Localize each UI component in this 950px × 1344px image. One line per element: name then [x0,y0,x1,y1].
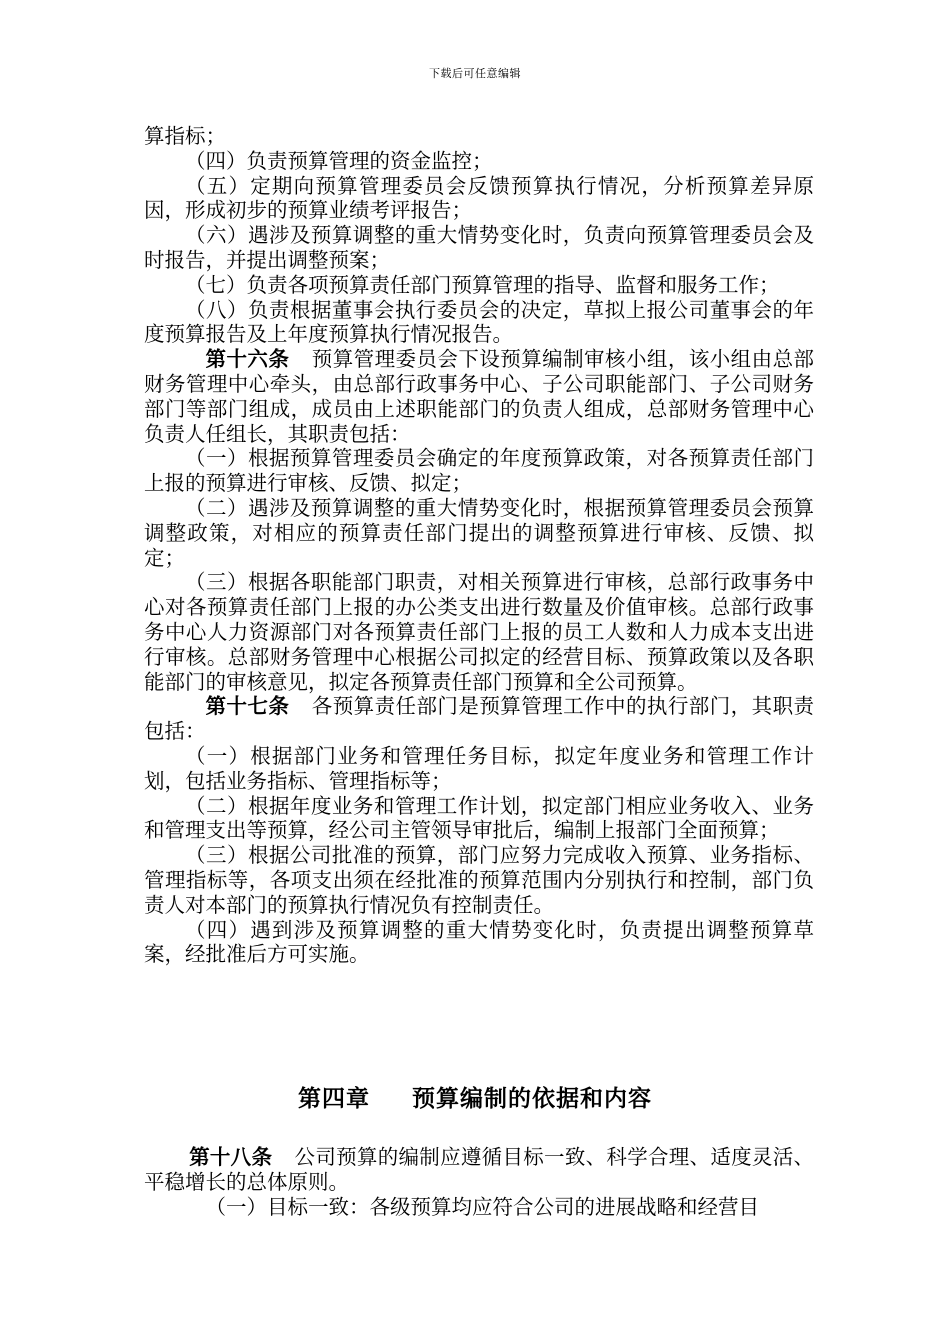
paragraph: （三）根据各职能部门职责，对相关预算进行审核，总部行政事务中心对各预算责任部门上报的办公类支出进行数量及价值审核。总部行政事务中心人力资源部门对各预算责任部门上报的员工人数和人力成本支出进行审核。总部财务管理中心根据公司拟定的经营目标、预算政策以及各职能部门的审核意见，拟定各预算责任部门预算和全公司预算。 [144,570,814,694]
document-body-2 [144,1145,814,1219]
paragraph: （四）负责预算管理的资金监控； [185,148,493,173]
paragraph: （一）根据预算管理委员会确定的年度预算政策，对各预算责任部门上报的预算进行审核、反馈、拟定； [144,446,814,496]
chapter-heading [0,1080,950,1113]
paragraph: （七）负责各项预算责任部门预算管理的指导、监督和服务工作； [185,272,780,297]
article-label: 第十八条 [189,1145,273,1169]
paragraph: （二）遇涉及预算调整的重大情势变化时，根据预算管理委员会预算调整政策，对相应的预算责任部门提出的调整预算进行审核、反馈、拟定； [144,495,814,570]
paragraph: （四）遇到涉及预算调整的重大情势变化时，负责提出调整预算草案，经批准后方可实施。 [144,917,814,967]
page-header: 下载后可任意编辑 [429,67,521,80]
paragraph: （一）目标一致：各级预算均应符合公司的进展战略和经营目 [205,1194,759,1219]
article-paragraph: 第十七条 各预算责任部门是预算管理工作中的执行部门，其职责包括： [144,694,815,744]
paragraph: 算指标； [144,124,226,148]
paragraph: （八）负责根据董事会执行委员会的决定，草拟上报公司董事会的年度预算报告及上年度预算执行情况报告。 [144,297,814,347]
paragraph: （一）根据部门业务和管理任务目标，拟定年度业务和管理工作计划，包括业务指标、管理指标等； [144,743,814,793]
article-label: 第十七条 [205,694,290,719]
chapter-number: 第四章 [298,1085,370,1112]
paragraph: （六）遇涉及预算调整的重大情势变化时，负责向预算管理委员会及时报告，并提出调整预案； [144,223,814,272]
article-label: 第十六条 [205,347,290,372]
document-body [144,124,814,967]
paragraph: （三）根据公司批准的预算，部门应努力完成收入预算、业务指标、管理指标等，各项支出须在经批准的预算范围内分别执行和控制，部门负责人对本部门的预算执行情况负有控制责任。 [144,843,814,917]
paragraph: （五）定期向预算管理委员会反馈预算执行情况，分析预算差异原因，形成初步的预算业绩考评报告； [144,173,814,223]
paragraph: （二）根据年度业务和管理工作计划，拟定部门相应业务收入、业务和管理支出等预算，经公司主管领导审批后，编制上报部门全面预算； [144,793,814,843]
article-paragraph: 第十八条 公司预算的编制应遵循目标一致、科学合理、适度灵活、平稳增长的总体原则。 [144,1145,815,1194]
article-paragraph: 第十六条 预算管理委员会下设预算编制审核小组，该小组由总部财务管理中心牵头，由总部行政事务中心、子公司职能部门、子公司财务部门等部门组成，成员由上述职能部门的负责人组成，总部财务管理中心负责人任组长，其职责包括： [144,347,815,446]
chapter-title: 预算编制的依据和内容 [412,1085,652,1112]
